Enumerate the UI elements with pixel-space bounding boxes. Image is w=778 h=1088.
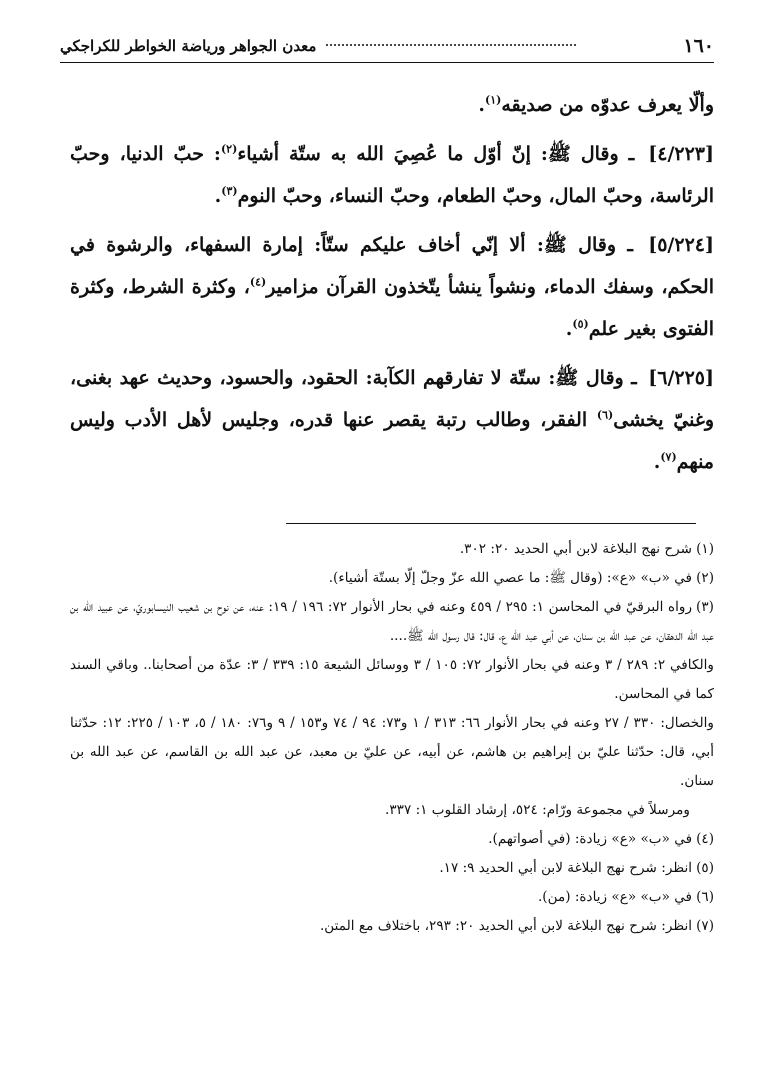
footnote-ref-4: (٤) [249,275,267,289]
running-title: معدن الجواهر ورياضة الخواطر للكراجكي [60,37,317,55]
paragraph-3 [70,224,714,350]
footnote-ref-3: (٣) [221,184,238,198]
footnote-5-number: (٥) [696,860,714,876]
paragraph-4-end: . [653,451,661,473]
page-header [60,30,714,63]
page-number: ١٦٠ [683,35,714,57]
footnote-3-number: (٣) [696,599,714,615]
footnote-3 [70,593,714,651]
paragraph-4-text-b: الفقر، وطالب رتبة يقصر عنها قدره، وجليس لأهل الأدب وليس منهم [70,409,714,473]
footnote-3-continuation-3 [70,796,714,825]
footnote-ref-6: (٦) [596,408,614,422]
footnote-3-continuation-2 [70,709,714,796]
footnote-divider [286,523,696,524]
footnote-ref-2: (٢) [220,142,238,156]
footnote-5-text: انظر: شرح نهج البلاغة لابن أبي الحديد ٩: ١٧. [439,860,693,876]
paragraph-3-text-b: ، وكثرة الشرط، وكثرة الفتوى بغير علم [70,276,714,340]
footnote-6-text: في «ب» «ع» زيادة: (من). [537,889,693,905]
footnote-ref-7: (٧) [660,450,677,464]
footnote-3-continuation-1 [70,651,714,709]
paragraph-1-text: وألّا يعرف عدوّه من صديقه [501,94,714,116]
footnote-2-text: في «ب» «ع»: (وقال ﷺ: ما عصي الله عزّ وجلّ إلّا بستّة أشياء). [328,570,693,586]
hadith-number-2: [٤/٢٢٣] [648,143,714,165]
footnote-3-text: رواه البرقيّ في المحاسن ١: ٢٩٥ / ٤٥٩ وعنه في بحار الأنوار ٧٢: ١٩٦ / ١٩: عنه، عن نوح بن شعيب النيسابوريّ، عن عبيد الله بن عبد الله الدهقان، عن عبد الله بن سنان، عن أبي عبد الله ع، قال: قال رسول الله ﷺ.... [70,599,714,644]
header-dot-leader [326,43,576,46]
footnote-2 [70,564,714,593]
paragraph-1 [70,84,714,126]
paragraph-2 [70,133,714,217]
footnote-4-number: (٤) [696,831,714,847]
paragraph-2-text-a: ـ وقال ﷺ: إنّ أوّل ما عُصِيَ الله به ستّة أشياء [237,143,635,165]
paragraph-1-end: . [478,94,485,116]
paragraph-2-end: . [214,185,222,207]
footnote-7 [70,912,714,941]
running-title-group [60,37,586,55]
footnote-1-text: شرح نهج البلاغة لابن أبي الحديد ٢٠: ٣٠٢. [459,541,693,557]
footnote-3-cont-2-text: والخصال: ٣٣٠ / ٢٧ وعنه في بحار الأنوار ٦٦: ٣١٣ / ١ و٧٣: ٩٤ / ٧٤ و١٥٣ / ٩ و٧٦: ١٨٠ / ٥، ١٠٣ / ٢٢٥: ١٢: حدّثنا أبي، قال: حدّثنا عليّ بن إبراهيم بن هاشم، عن أبيه، عن عليّ بن معبد، عن عبد الله بن القاسم، عن عبد الله بن سنان. [70,715,714,789]
paragraph-3-end: . [565,318,573,340]
footnote-1 [70,535,714,564]
paragraph-3-text-a: ـ وقال ﷺ: ألا إنّي أخاف عليكم ستّاً: إمارة السفهاء، والرشوة في الحكم، وسفك الدماء، ونشواً ينشأ يتّخذون القرآن مزامير [70,234,714,298]
footnote-3-cont-3-text: ومرسلاً في مجموعة ورّام: ٥٢٤، إرشاد القلوب ١: ٣٣٧. [385,802,690,818]
paragraph-4-text-a: ـ وقال ﷺ: ستّة لا تفارقهم الكآبة: الحقود، والحسود، وحديث عهد بغنى، وغنيّ يخشى [70,367,714,431]
footnote-4 [70,825,714,854]
footnote-ref-5: (٥) [572,317,589,331]
paragraph-4 [70,357,714,483]
footnote-1-number: (١) [696,541,714,557]
hadith-number-3: [٥/٢٢٤] [648,234,714,256]
footnote-6 [70,883,714,912]
footnote-ref-1: (١) [484,93,502,107]
footnote-2-number: (٢) [696,570,714,586]
footnote-6-number: (٦) [696,889,714,905]
footnote-5 [70,854,714,883]
hadith-number-4: [٦/٢٢٥] [648,367,714,389]
footnote-4-text: في «ب» «ع» زيادة: (في أصواتهم). [488,831,693,847]
footnotes [70,535,714,941]
main-text [70,84,714,490]
footnote-3-cont-1-text: والكافي ٢: ٢٨٩ / ٣ وعنه في بحار الأنوار ٧٢: ١٠٥ / ٣ ووسائل الشيعة ١٥: ٣٣٩ / ٣: عدّة من أصحابنا.. وباقي السند كما في المحاسن. [70,657,714,702]
footnote-7-text: انظر: شرح نهج البلاغة لابن أبي الحديد ٢٠: ٢٩٣، باختلاف مع المتن. [319,918,693,934]
footnote-7-number: (٧) [696,918,714,934]
paragraph-2-text-b: : حبّ الدنيا، وحبّ الرئاسة، وحبّ المال، وحبّ الطعام، وحبّ النساء، وحبّ النوم [70,143,714,207]
